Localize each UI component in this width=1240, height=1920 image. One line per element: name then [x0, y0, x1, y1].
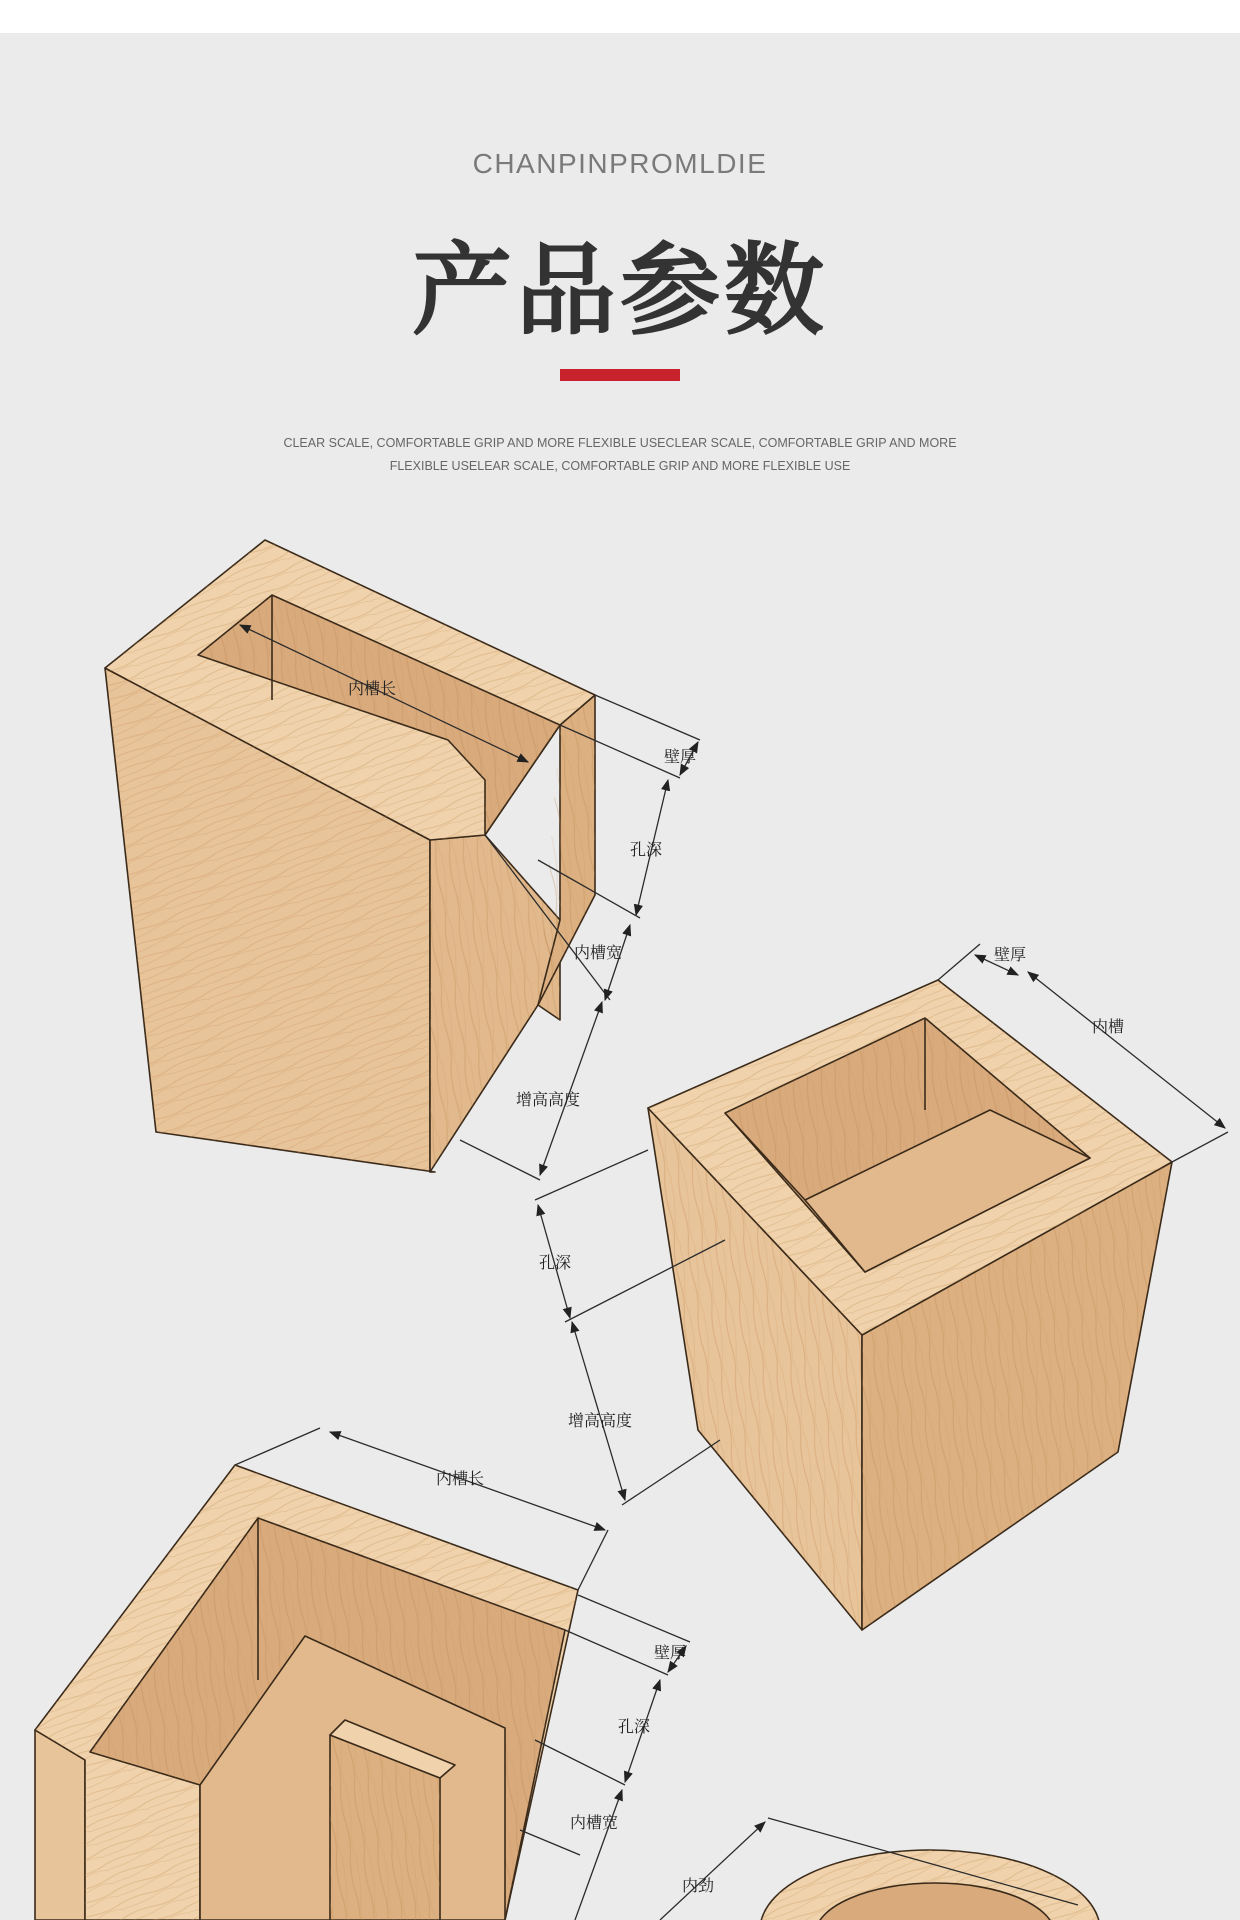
label-inner-slot-length-3: 内槽长 [435, 1469, 485, 1488]
label-raise-height-1: 增高高度 [515, 1090, 581, 1109]
l-notch-block [105, 540, 595, 1172]
square-socket-block [648, 980, 1172, 1630]
round-block [760, 1850, 1100, 1920]
u-channel-block [35, 1465, 578, 1920]
label-inner-diameter-4: 内劲 [681, 1876, 715, 1895]
label-inner-slot-2: 内槽 [1091, 1017, 1125, 1036]
label-inner-slot-width-1: 内槽宽 [573, 943, 623, 962]
tagline-line-1: CLEAR SCALE, COMFORTABLE GRIP AND MORE FLEXIBLE USECLEAR SCALE, COMFORTABLE GRIP AND MORE [283, 436, 957, 450]
label-inner-slot-width-3: 内槽宽 [569, 1813, 619, 1832]
page-title: 产品参数 [412, 232, 828, 349]
label-raise-height-2: 增高高度 [567, 1411, 633, 1430]
tagline-line-2: FLEXIBLE USELEAR SCALE, COMFORTABLE GRIP AND MORE FLEXIBLE USE [389, 459, 851, 473]
label-inner-slot-length-1: 内槽长 [347, 679, 397, 698]
english-subtitle: CHANPINPROMLDIE [472, 148, 768, 179]
block3-left-face [35, 1730, 85, 1920]
label-hole-depth-2: 孔深 [538, 1253, 572, 1272]
label-hole-depth-3: 孔深 [617, 1717, 651, 1736]
label-wall-thickness-2: 壁厚 [993, 945, 1027, 964]
label-wall-thickness-3: 壁厚 [653, 1643, 687, 1662]
label-hole-depth-1: 孔深 [629, 840, 663, 859]
label-wall-thickness-1: 壁厚 [663, 747, 697, 766]
